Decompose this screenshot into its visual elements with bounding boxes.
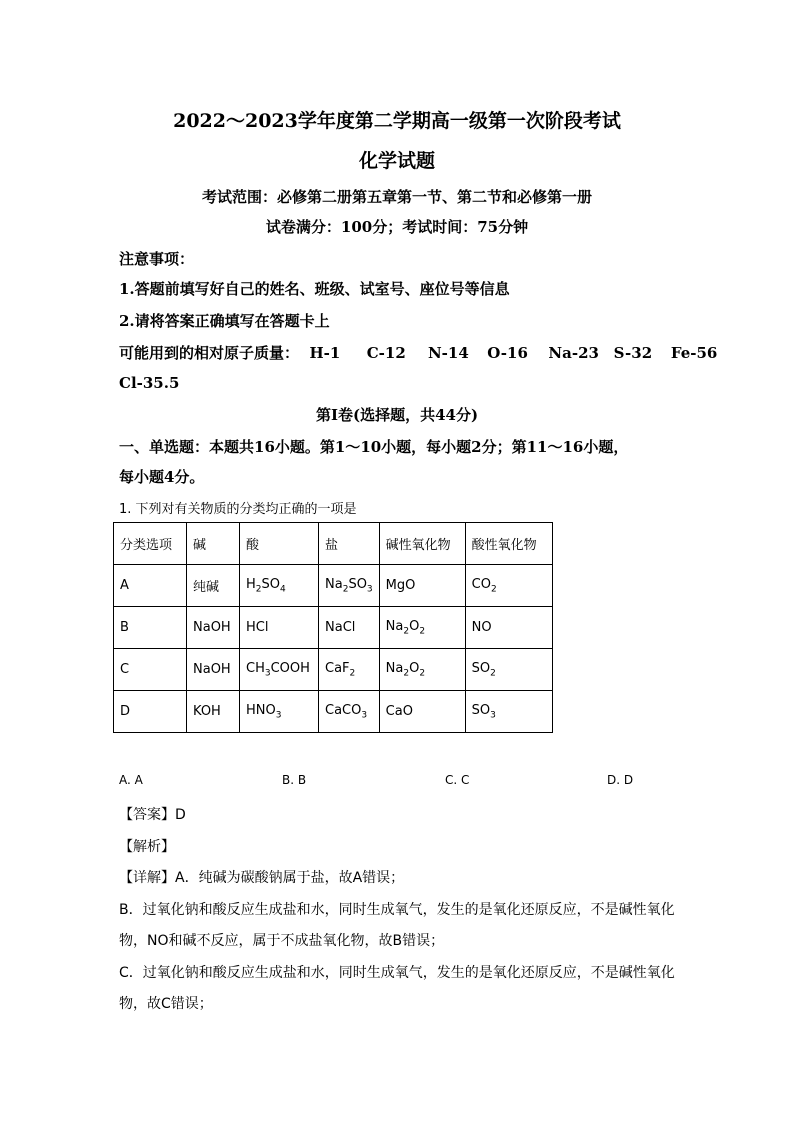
table-cell: $Na_2O_2$ xyxy=(379,649,465,691)
table-cell: $H_2SO_4$ xyxy=(240,565,319,607)
atomic-mass-line xyxy=(119,342,717,363)
option-c: C. C xyxy=(445,773,470,787)
table-cell: $Na_2O_2$ xyxy=(379,607,465,649)
classification-table xyxy=(113,522,553,733)
header-cell: 碱 xyxy=(187,523,240,565)
option-b: B. B xyxy=(282,773,307,787)
atomic-mass-value: Na-23 xyxy=(548,344,599,362)
table-cell: A xyxy=(114,565,187,607)
exam-scope: 考试范围：必修第二册第五章第一节、第二节和必修第一册 xyxy=(201,188,592,206)
exam-title: 2022～2023学年度第二学期高一级第一次阶段考试 xyxy=(173,110,621,132)
detail-line: C．过氧化钠和酸反应生成盐和水，同时生成氧气，发生的是氧化还原反应，不是碱性氧化 xyxy=(119,965,675,981)
question-stem: 1. 下列对有关物质的分类均正确的一项是 xyxy=(119,502,357,517)
table-cell: 纯碱 xyxy=(187,565,240,607)
header-cell: 酸性氧化物 xyxy=(465,523,552,565)
atomic-mass-value: H-1 xyxy=(309,344,341,362)
atomic-mass-label: 可能用到的相对原子质量： xyxy=(119,344,300,362)
answer-line xyxy=(119,804,186,824)
answer-label: 【答案】 xyxy=(119,807,175,823)
table-cell: B xyxy=(114,607,187,649)
table-cell: NaOH xyxy=(187,607,240,649)
table-cell: NO xyxy=(465,607,552,649)
table-row xyxy=(114,607,553,649)
part-title: 第I卷(选择题，共44分) xyxy=(315,406,479,424)
atomic-mass-value: Cl-35.5 xyxy=(119,374,180,392)
detail-line: 物，故C错误； xyxy=(119,996,213,1012)
section-instructions: 每小题4分。 xyxy=(119,468,205,486)
score-and-time: 试卷满分：100分；考试时间：75分钟 xyxy=(265,218,529,236)
detail-text: A．纯碱为碳酸钠属于盐，故A错误； xyxy=(175,870,405,886)
option-d: D. D xyxy=(607,773,634,787)
analysis-label: 【解析】 xyxy=(119,839,175,855)
table-cell: $SO_2$ xyxy=(465,649,552,691)
table-cell: NaCl xyxy=(319,607,380,649)
notes-heading: 注意事项： xyxy=(119,250,195,268)
table-cell: $Na_2SO_3$ xyxy=(319,565,380,607)
table-cell: CaF$_2$ xyxy=(319,649,380,691)
note-item: 1.答题前填写好自己的姓名、班级、试室号、座位号等信息 xyxy=(119,280,510,298)
table-cell: $CO_2$ xyxy=(465,565,552,607)
note-item: 2.请将答案正确填写在答题卡上 xyxy=(119,312,330,330)
table-cell: NaOH xyxy=(187,649,240,691)
atomic-mass-value: O-16 xyxy=(487,344,528,362)
atomic-mass-value: Fe-56 xyxy=(670,344,718,362)
answer-value: D xyxy=(175,807,186,823)
table-row xyxy=(114,565,553,607)
detail-line: 物，NO和碱不反应，属于不成盐氧化物，故B错误； xyxy=(119,933,445,949)
table-cell: CaO xyxy=(379,691,465,733)
table-row xyxy=(114,649,553,691)
table-cell: KOH xyxy=(187,691,240,733)
subject-title: 化学试题 xyxy=(358,150,435,172)
detail-label: 【详解】 xyxy=(119,870,175,886)
header-cell: 盐 xyxy=(319,523,380,565)
detail-line xyxy=(119,867,404,887)
header-cell: 分类选项 xyxy=(114,523,187,565)
table-cell: CaCO$_3$ xyxy=(319,691,380,733)
table-cell: C xyxy=(114,649,187,691)
option-a: A. A xyxy=(119,773,143,787)
section-instructions: 一、单选题：本题共16小题。第1～10小题，每小题2分；第11～16小题， xyxy=(119,438,629,456)
atomic-mass-value: N-14 xyxy=(427,344,469,362)
table-cell: HCl xyxy=(240,607,319,649)
atomic-mass-value: S-32 xyxy=(613,344,653,362)
table-cell: MgO xyxy=(379,565,465,607)
table-row xyxy=(114,691,553,733)
detail-line: B．过氧化钠和酸反应生成盐和水，同时生成氧气，发生的是氧化还原反应，不是碱性氧化 xyxy=(119,902,675,918)
table-cell: D xyxy=(114,691,187,733)
table-cell: $SO_3$ xyxy=(465,691,552,733)
table-cell: $HNO_3$ xyxy=(240,691,319,733)
header-cell: 酸 xyxy=(240,523,319,565)
table-header-row xyxy=(114,523,553,565)
atomic-mass-value: C-12 xyxy=(366,344,406,362)
table-cell: $CH_3COOH$ xyxy=(240,649,319,691)
header-cell: 碱性氧化物 xyxy=(379,523,465,565)
